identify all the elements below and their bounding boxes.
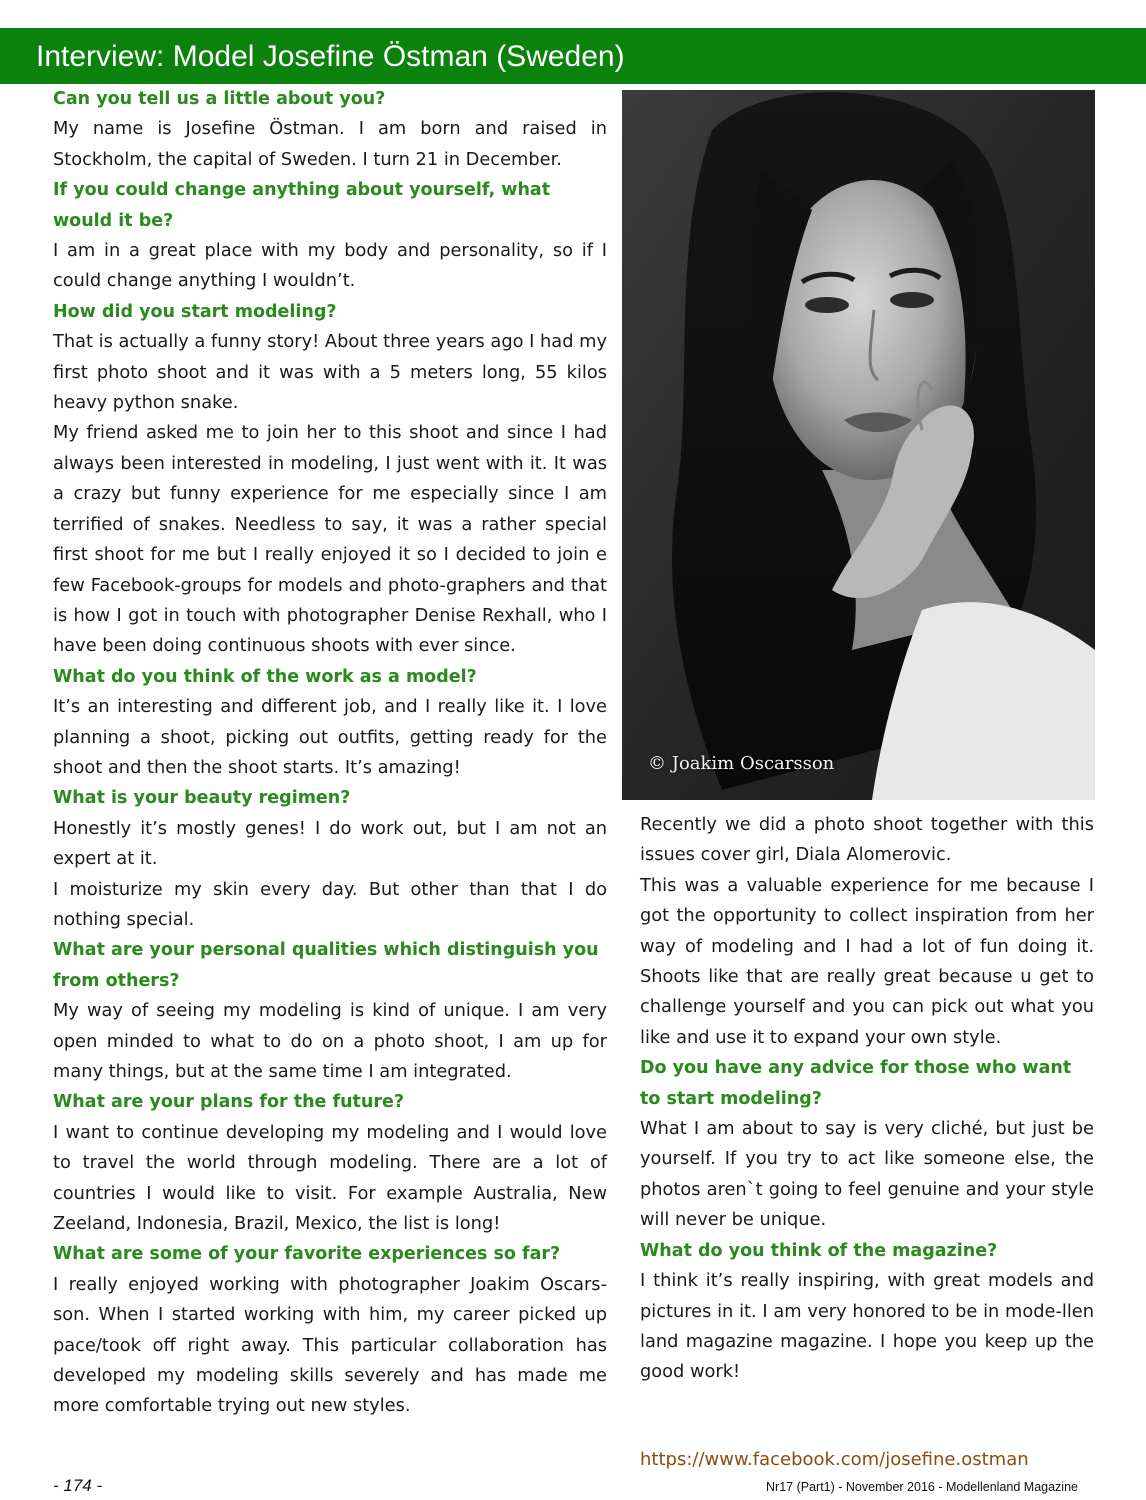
page-title: Interview: Model Josefine Östman (Sweden) (36, 40, 625, 73)
page-number: - 174 - (53, 1476, 103, 1495)
answer-paragraph: My way of seeing my modeling is kind of unique. I am very open minded to what to do on a photo shoot, I am up for many things, but at the same time I am integrated. (53, 1000, 607, 1082)
answer-paragraph: That is actually a funny story! About three years ago I had my first photo shoot and it was with a 5 meters long, 55 kilos heavy python snake. (53, 331, 607, 414)
footer-issue-info: Nr17 (Part1) - November 2016 - Modellenland Magazine (766, 1480, 1078, 1494)
question-heading: What do you think of the magazine? (640, 1240, 998, 1261)
question-heading: What are your plans for the future? (53, 1092, 405, 1113)
portrait-image (622, 90, 1095, 800)
question-heading: Do you have any advice for those who want to start modeling? (640, 1058, 1072, 1109)
answer-paragraph: My name is Josefine Östman. I am born and raised in Stockholm, the capital of Sweden. I turn 21 in December. (53, 118, 607, 170)
question-heading: What do you think of the work as a model? (53, 666, 477, 687)
right-column (640, 810, 1094, 1388)
question-heading: What are your personal qualities which distinguish you from others? (53, 940, 599, 991)
answer-paragraph: Honestly it’s mostly genes! I do work out, but I am not an expert at it. (53, 817, 607, 870)
model-photo (622, 90, 1095, 800)
header-bar (0, 28, 1146, 84)
facebook-link[interactable]: https://www.facebook.com/josefine.ostman (640, 1449, 1029, 1470)
question-heading: Can you tell us a little about you? (53, 89, 386, 109)
photo-credit: © Joakim Oscarsson (648, 753, 835, 774)
answer-paragraph: I am in a great place with my body and personality, so if I could change anything I wouldn’t. (53, 240, 607, 292)
answer-paragraph: What I am about to say is very cliché, but just be yourself. If you try to act like someone else, the photos aren`t going to feel genuine and your style will never be unique. (640, 1118, 1094, 1231)
answer-paragraph: It’s an interesting and different job, and I really like it. I love planning a shoot, picking out outfits, getting ready for the shoot and then the shoot starts. It’s amazing! (53, 696, 607, 778)
answer-paragraph: I want to continue developing my modeling and I would love to travel the world through modeling. There are a lot of countries I would like to visit. For example Australia, New Zeeland, Indonesia, Brazil, Mexico, the list is long! (53, 1121, 607, 1235)
question-heading: What are some of your favorite experiences so far? (53, 1244, 561, 1265)
answer-paragraph: This was a valuable experience for me because I got the opportunity to collect inspiration from her way of modeling and I had a lot of fun doing it. Shoots like that are really great because u get to challenge yourself and you can pick out what you like and use it to expand your own style. (640, 874, 1094, 1048)
answer-paragraph: Recently we did a photo shoot together with this issues cover girl, Diala Alomerovic. (640, 814, 1094, 866)
answer-paragraph: I moisturize my skin every day. But other than that I do nothing special. (53, 878, 607, 930)
left-column (53, 84, 607, 1422)
question-heading: How did you start modeling? (53, 301, 337, 322)
answer-paragraph: My friend asked me to join her to this shoot and since I had always been interested in modeling, I just went with it. It was a crazy but funny experience for me especially since I am terrified of snakes. Needless to say, it was a rather special first shoot for me but I really enjoyed it so I decided to join e few Facebook-groups for models and photo-graphers and that is how I got in touch with photographer Denise Rexhall, who I have been doing continuous shoots with ever since. (53, 422, 607, 657)
question-heading: If you could change anything about yourself, what would it be? (53, 180, 551, 231)
answer-paragraph: I really enjoyed working with photographer Joakim Oscars-son. When I started working with him, my career picked up pace/took off right away. This particular collaboration has developed my modeling skills severely and has made me more comfortable trying out new styles. (53, 1273, 607, 1417)
answer-paragraph: I think it’s really inspiring, with great models and pictures in it. I am very honored to be in mode-llen land magazine magazine. I hope you keep up the good work! (640, 1270, 1094, 1383)
question-heading: What is your beauty regimen? (53, 788, 351, 809)
